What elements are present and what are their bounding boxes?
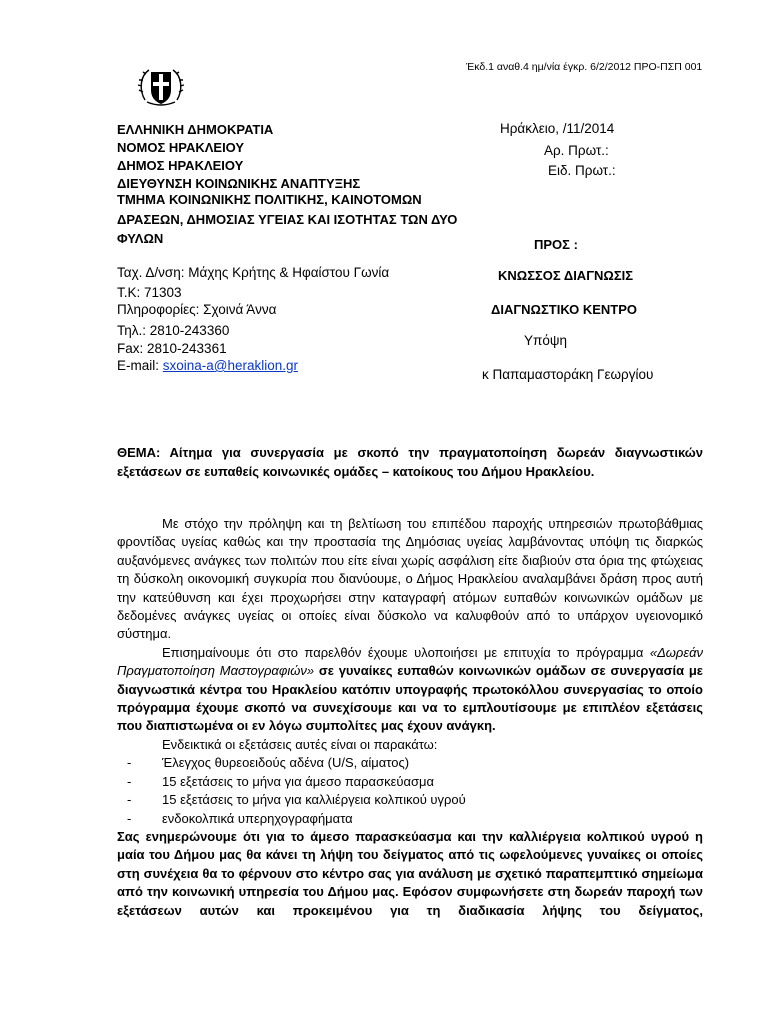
list-item-text: 15 εξετάσεις το μήνα για άμεσο παρασκεύασμα [162, 773, 435, 789]
recipient-attention: Υπόψη [524, 333, 567, 348]
contact-fax: Fax: 2810-243361 [117, 341, 227, 356]
greek-coat-of-arms-icon [137, 62, 185, 110]
email-label: E-mail: [117, 358, 163, 373]
list-intro: Ενδεικτικά οι εξετάσεις αυτές είναι οι παρακάτω: [162, 736, 438, 752]
sender-line: ΕΛΛΗΝΙΚΗ ΔΗΜΟΚΡΑΤΙΑ [117, 122, 274, 137]
date-line: Ηράκλειο, /11/2014 [500, 121, 615, 136]
list-dash: - [127, 773, 132, 789]
subject-line: ΘΕΜΑ: Αίτημα για συνεργασία με σκοπό την πραγματοποίηση δωρεάν διαγνωστικών εξετάσεων σε ευπαθείς κοινωνικές ομάδες – κατοίκους του Δήμου Ηρακλείου. [117, 445, 703, 479]
protocol-number: Αρ. Πρωτ.: [544, 143, 609, 158]
body-paragraph: Σας ενημερώνουμε ότι για το άμεσο παρασκεύασμα και την καλλιέργεια κολπικού υγρού η μαία του Δήμου μας θα κάνει τη λήψη του δείγματος από τις ωφελούμενες γυναίκες οι οποίες στη συνέχεια θα το φέρνουν στο κέντρο σας για ανάλυση με σχετικό παραπεμπτικό σημείωμα από την κοινωνική υπηρεσία του Δήμου μας. Εφόσον συμφωνήσετε στη δωρεάν παροχή των εξετάσεων αυτών και προκειμένου για τη διαδικασία λήψης του δείγματος, [117, 828, 703, 918]
contact-info-person: Πληροφορίες: Σχοινά Άννα [117, 302, 277, 317]
contact-address: Ταχ. Δ/νση: Μάχης Κρήτης & Ηφαίστου Γωνία [117, 265, 390, 280]
list-item-text: Έλεγχος θυρεοειδούς αδένα (U/S, αίματος) [162, 755, 410, 771]
sender-organization [117, 121, 360, 193]
sender-line: ΔΗΜΟΣ ΗΡΑΚΛΕΙΟΥ [117, 158, 244, 173]
list-item-text: 15 εξετάσεις το μήνα για καλλιέργεια κολπικού υγρού [162, 792, 466, 808]
recipient-name: ΚΝΩΣΣΟΣ ΔΙΑΓΝΩΣΙΣ [498, 268, 634, 283]
exam-list [117, 754, 703, 828]
list-item [117, 773, 703, 791]
body-paragraph [117, 644, 703, 736]
document-code: Έκδ.1 αναθ.4 ημ/νία έγκρ. 6/2/2012 ΠΡΟ-ΠΣΠ 001 [466, 61, 703, 73]
list-item [117, 791, 703, 809]
contact-email [117, 357, 298, 375]
email-link[interactable]: sxoina-a@heraklion.gr [162, 358, 299, 373]
recipient-type: ΔΙΑΓΝΩΣΤΙΚΟ ΚΕΝΤΡΟ [491, 302, 638, 317]
paragraph-text: Επισημαίνουμε ότι στο παρελθόν έχουμε υλοποιήσει με επιτυχία το πρόγραμμα [162, 644, 650, 660]
list-item [117, 810, 703, 828]
contact-phone: Τηλ.: 2810-243360 [117, 323, 230, 338]
body-paragraph: Με στόχο την πρόληψη και τη βελτίωση του επιπέδου παροχής υπηρεσιών πρωτοβάθμιας φροντίδας υγείας καθώς και την προστασία της Δημόσιας υγείας λαμβάνοντας υπόψη τις διαρκώς αυξανόμενες ανάγκες των πολιτών που είτε είναι χωρίς ασφάλιση είτε διαβιούν στα όρια της φτώχειας τη δύσκολη οικονομική συγκυρία που διανύουμε, ο Δήμος Ηρακλείου αναλαμβάνει δράση προς αυτή την κατεύθυνση και έχει προχωρήσει στην καταγραφή ατόμων ευπαθών κοινωνικών ομάδων με δεδομένες ανάγκες υγείας οι οποίες είναι δύσκολο να καλυφθούν από το υπάρχον υγειονομικό σύστημα. [117, 516, 703, 642]
list-dash: - [127, 755, 132, 771]
list-item-text: ενδοκολπικά υπερηχογραφήματα [162, 810, 353, 826]
department-name: ΤΜΗΜΑ ΚΟΙΝΩΝΙΚΗΣ ΠΟΛΙΤΙΚΗΣ, ΚΑΙΝΟΤΟΜΩΝ ΔΡΑΣΕΩΝ, ΔΗΜΟΣΙΑΣ ΥΓΕΙΑΣ ΚΑΙ ΙΣΟΤΗΤΑΣ ΤΩΝ ΔΥΟ ΦΥΛΩΝ [117, 192, 458, 246]
contact-postcode: Τ.Κ: 71303 [117, 285, 182, 300]
list-dash: - [127, 792, 132, 808]
paragraph-text-bold: σε γυναίκες ευπαθών κοινωνικών ομάδων σε συνεργασία με διαγνωστικά κέντρα του Ηρακλείου κατόπιν υπογραφής πρωτοκόλλου συνεργασίας το οποίο πρόγραμμα έχουμε σκοπό να συνεχίσουμε και να το εμπλουτίσουμε με επιπλέον εξετάσεις που διαπιστωμένα οι εν λόγω συμπολίτες μας έχουν ανάγκη. [117, 663, 703, 734]
program-name: «Δωρεάν Πραγματοποίηση Μαστογραφιών» [117, 644, 703, 679]
list-item [117, 754, 703, 772]
letter-body [117, 515, 703, 920]
sender-line: ΔΙΕΥΘΥΝΣΗ ΚΟΙΝΩΝΙΚΗΣ ΑΝΑΠΤΥΞΗΣ [117, 176, 361, 191]
recipient-heading: ΠΡΟΣ : [534, 237, 578, 252]
special-protocol-number: Ειδ. Πρωτ.: [548, 163, 616, 178]
list-dash: - [127, 810, 132, 826]
recipient-person: κ Παπαμαστοράκη Γεωργίου [482, 367, 654, 382]
sender-line: ΝΟΜΟΣ ΗΡΑΚΛΕΙΟΥ [117, 140, 245, 155]
